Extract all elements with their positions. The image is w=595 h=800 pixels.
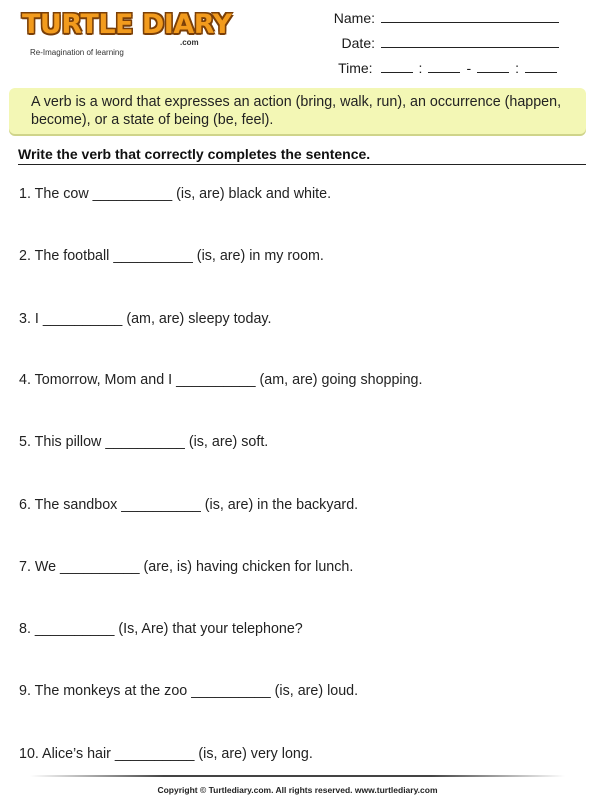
question-item: 8. __________ (Is, Are) that your telephone? [19,621,303,637]
verb-definition: A verb is a word that expresses an action (bring, walk, run), an occurrence (happen, become), or a state of being (be, feel). [31,94,562,128]
name-label: Name: [333,10,375,26]
question-item: 2. The football __________ (is, are) in my room. [19,248,324,264]
date-row [319,31,559,56]
question-item: 4. Tomorrow, Mom and I __________ (am, are) going shopping. [19,372,423,388]
question-item: 5. This pillow __________ (is, are) soft. [19,434,269,450]
logo-com: .com [180,38,199,47]
name-field[interactable] [381,8,559,23]
logo-wordmark: TURTLE DIARY [22,9,232,40]
copyright-footer: Copyright © Turtlediary.com. All rights reserved. www.turtlediary.com [157,785,438,795]
question-item: 10. Alice’s hair __________ (is, are) very long. [19,746,313,762]
time-start-hour-field[interactable] [381,58,413,73]
time-end-minute-field[interactable] [525,58,557,73]
question-item: 1. The cow __________ (is, are) black and white. [19,186,332,202]
question-item: 7. We __________ (are, is) having chicken for lunch. [19,559,354,575]
definition-box [9,88,586,134]
logo-tagline: Re-Imagination of learning [30,48,124,57]
question-item: 6. The sandbox __________ (is, are) in the backyard. [19,497,359,513]
time-label: Time: [338,60,373,76]
turtle-diary-logo [22,8,232,62]
date-label: Date: [341,35,375,51]
question-item: 3. I __________ (am, are) sleepy today. [19,311,272,327]
time-start-minute-field[interactable] [428,58,460,73]
date-field[interactable] [381,33,559,48]
question-item: 9. The monkeys at the zoo __________ (is, are) loud. [19,683,359,699]
worksheet-instructions: Write the verb that correctly completes the sentence. [18,146,586,165]
time-colon: : [515,60,519,76]
name-row [319,6,559,31]
time-colon: : [418,60,423,76]
time-row [319,56,559,81]
student-info-fields [319,6,559,81]
footer-divider [30,775,565,777]
time-dash: - [466,60,472,76]
time-end-hour-field[interactable] [477,58,509,73]
